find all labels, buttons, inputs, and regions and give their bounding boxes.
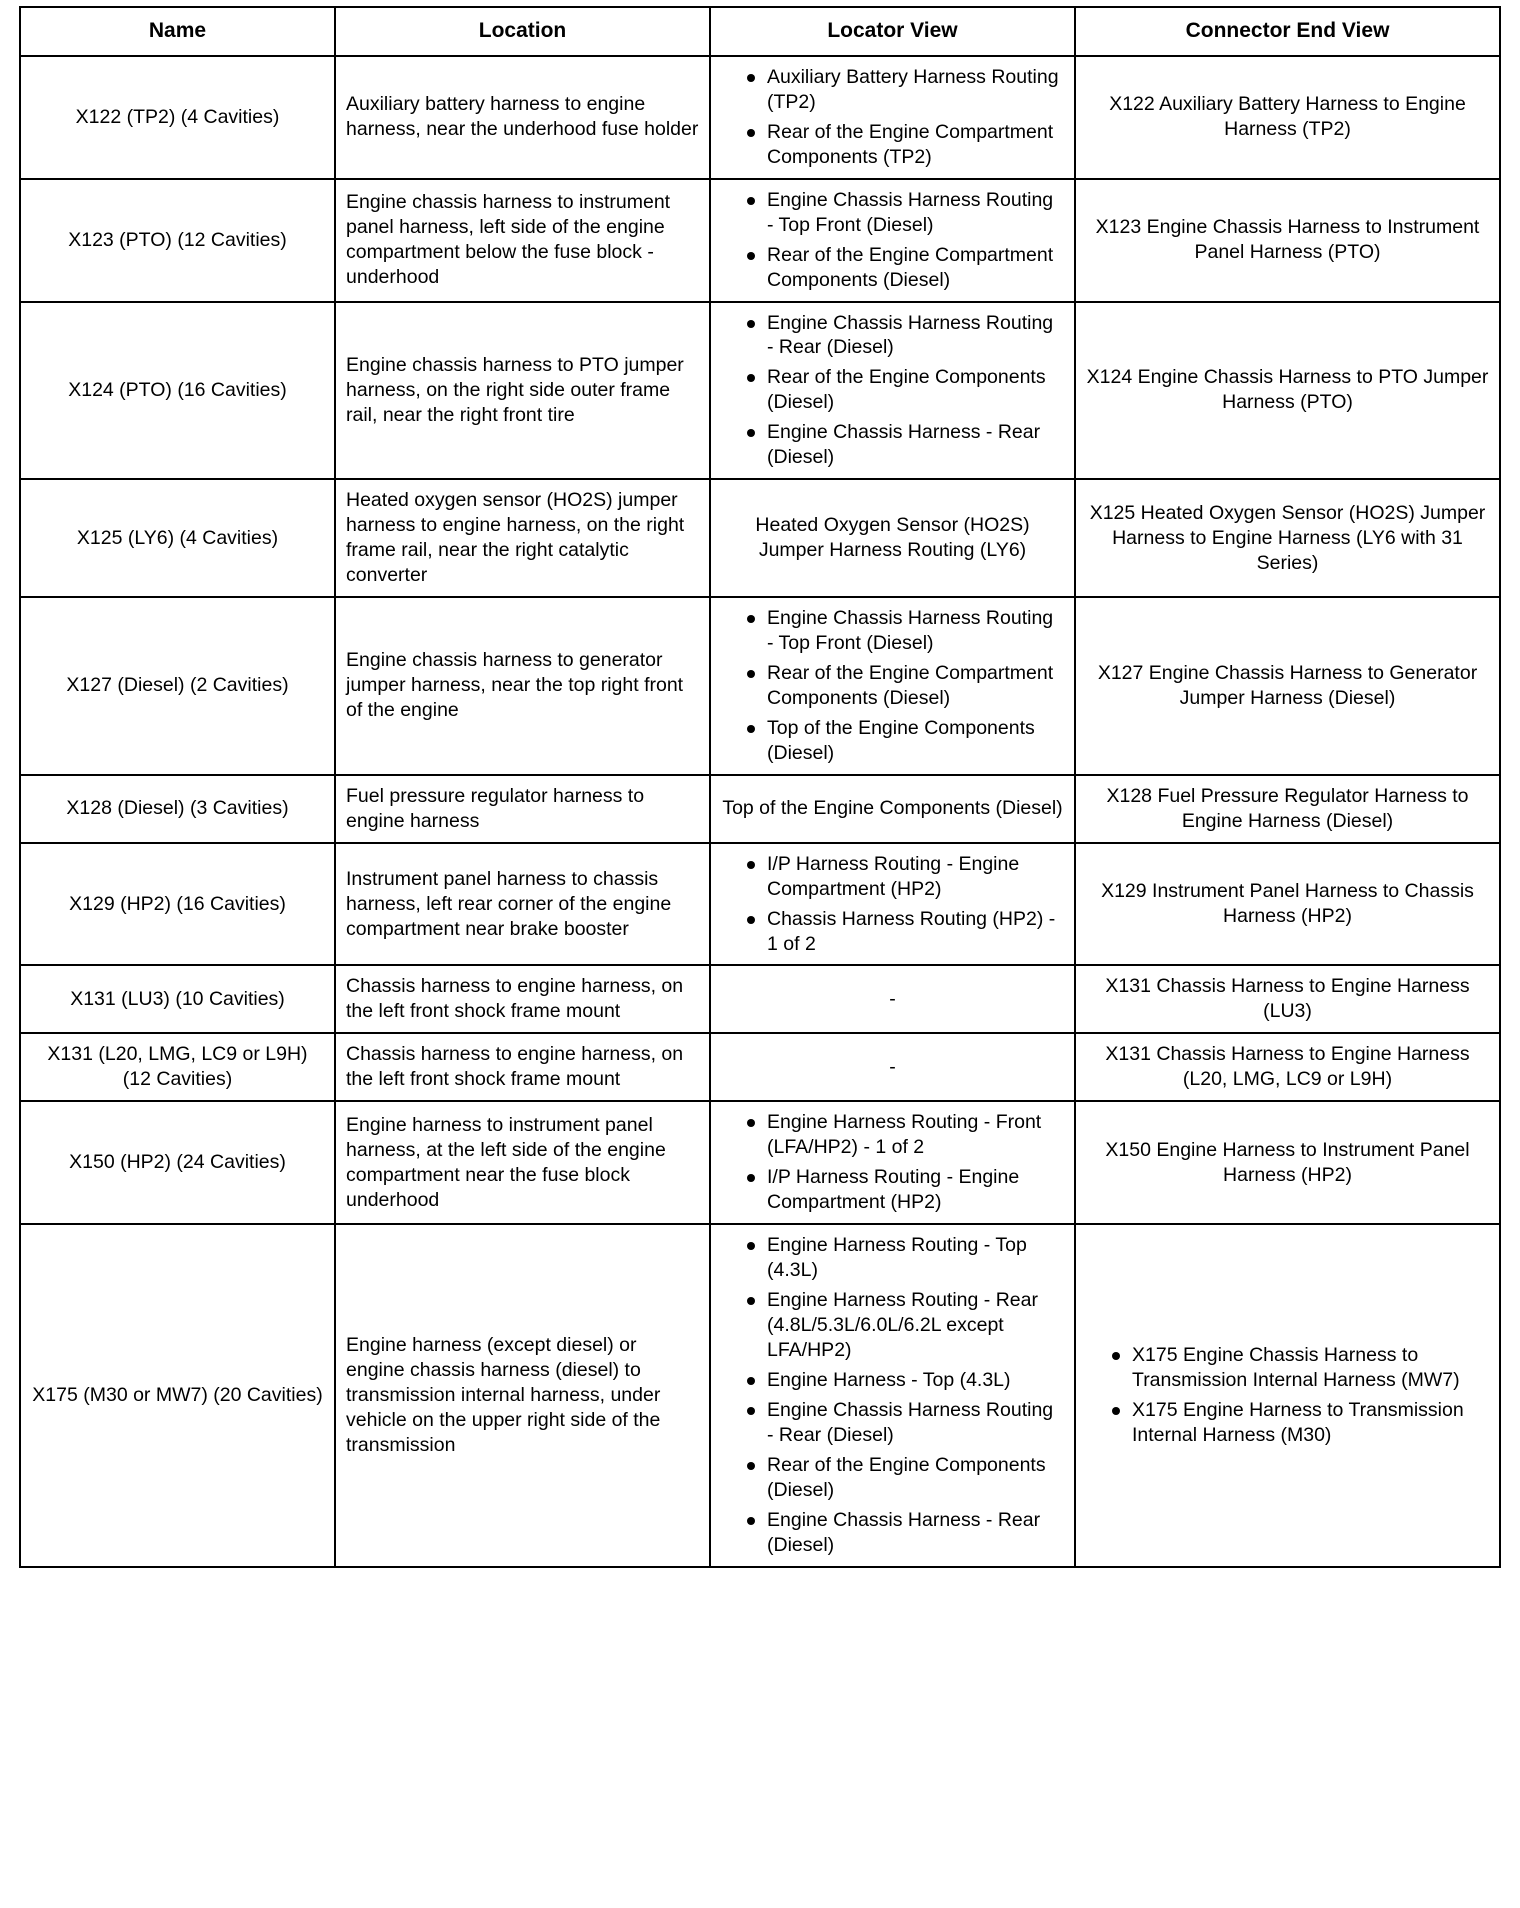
- column-header-location: Location: [335, 7, 710, 56]
- cell-name: X122 (TP2) (4 Cavities): [20, 56, 335, 179]
- column-header-connector-end-view: Connector End View: [1075, 7, 1500, 56]
- list-item: Engine Harness Routing - Top (4.3L): [747, 1233, 1064, 1283]
- table-row: [20, 1101, 1500, 1224]
- cell-name: X129 (HP2) (16 Cavities): [20, 843, 335, 966]
- table-row: [20, 302, 1500, 480]
- cell-connector-end-view: X127 Engine Chassis Harness to Generator Jumper Harness (Diesel): [1075, 597, 1500, 775]
- list-item: Engine Chassis Harness - Rear (Diesel): [747, 420, 1064, 470]
- cell-connector-end-view: X131 Chassis Harness to Engine Harness (L20, LMG, LC9 or L9H): [1075, 1033, 1500, 1101]
- list-item: Engine Harness - Top (4.3L): [747, 1368, 1064, 1393]
- list-item: Rear of the Engine Components (Diesel): [747, 365, 1064, 415]
- cell-name: X127 (Diesel) (2 Cavities): [20, 597, 335, 775]
- locator-view-list: [721, 606, 1064, 766]
- cell-locator-view: [710, 597, 1075, 775]
- list-item: Rear of the Engine Components (Diesel): [747, 1453, 1064, 1503]
- locator-view-list: [721, 65, 1064, 170]
- locator-view-list: [721, 311, 1064, 471]
- list-item: Engine Harness Routing - Front (LFA/HP2) - 1 of 2: [747, 1110, 1064, 1160]
- column-header-locator-view: Locator View: [710, 7, 1075, 56]
- list-item: Engine Chassis Harness Routing - Top Front (Diesel): [747, 606, 1064, 656]
- list-item: Engine Chassis Harness Routing - Top Front (Diesel): [747, 188, 1064, 238]
- list-item: I/P Harness Routing - Engine Compartment (HP2): [747, 1165, 1064, 1215]
- cell-name: X124 (PTO) (16 Cavities): [20, 302, 335, 480]
- table-row: [20, 965, 1500, 1033]
- table-row: [20, 479, 1500, 597]
- cell-location: Engine chassis harness to PTO jumper harness, on the right side outer frame rail, near the right front tire: [335, 302, 710, 480]
- connector-list-table: [19, 6, 1501, 1568]
- column-header-name: Name: [20, 7, 335, 56]
- list-item: Rear of the Engine Compartment Components (Diesel): [747, 661, 1064, 711]
- list-item: Auxiliary Battery Harness Routing (TP2): [747, 65, 1064, 115]
- table-header-row: [20, 7, 1500, 56]
- table-body: [20, 56, 1500, 1567]
- cell-connector-end-view: X129 Instrument Panel Harness to Chassis Harness (HP2): [1075, 843, 1500, 966]
- table-row: [20, 1033, 1500, 1101]
- cell-connector-end-view: X122 Auxiliary Battery Harness to Engine Harness (TP2): [1075, 56, 1500, 179]
- table-row: [20, 597, 1500, 775]
- cell-locator-view: Top of the Engine Components (Diesel): [710, 775, 1075, 843]
- table-row: [20, 775, 1500, 843]
- cell-locator-view: [710, 302, 1075, 480]
- cell-name: X123 (PTO) (12 Cavities): [20, 179, 335, 302]
- table-row: [20, 179, 1500, 302]
- list-item: Top of the Engine Components (Diesel): [747, 716, 1064, 766]
- table-row: [20, 1224, 1500, 1566]
- list-item: Engine Harness Routing - Rear (4.8L/5.3L/6.0L/6.2L except LFA/HP2): [747, 1288, 1064, 1363]
- list-item: Rear of the Engine Compartment Components (Diesel): [747, 243, 1064, 293]
- cell-location: Engine chassis harness to generator jumper harness, near the top right front of the engine: [335, 597, 710, 775]
- list-item: Chassis Harness Routing (HP2) - 1 of 2: [747, 907, 1064, 957]
- list-item: Rear of the Engine Compartment Components (TP2): [747, 120, 1064, 170]
- cell-location: Engine harness (except diesel) or engine chassis harness (diesel) to transmission internal harness, under vehicle on the upper right side of the transmission: [335, 1224, 710, 1566]
- table-header: [20, 7, 1500, 56]
- list-item: Engine Chassis Harness - Rear (Diesel): [747, 1508, 1064, 1558]
- cell-locator-view: Heated Oxygen Sensor (HO2S) Jumper Harness Routing (LY6): [710, 479, 1075, 597]
- cell-location: Engine harness to instrument panel harness, at the left side of the engine compartment near the fuse block underhood: [335, 1101, 710, 1224]
- cell-name: X175 (M30 or MW7) (20 Cavities): [20, 1224, 335, 1566]
- cell-connector-end-view: [1075, 1224, 1500, 1566]
- cell-connector-end-view: X123 Engine Chassis Harness to Instrument Panel Harness (PTO): [1075, 179, 1500, 302]
- cell-locator-view: [710, 56, 1075, 179]
- list-item: X175 Engine Harness to Transmission Internal Harness (M30): [1112, 1398, 1489, 1448]
- cell-location: Auxiliary battery harness to engine harness, near the underhood fuse holder: [335, 56, 710, 179]
- cell-name: X150 (HP2) (24 Cavities): [20, 1101, 335, 1224]
- cell-name: X125 (LY6) (4 Cavities): [20, 479, 335, 597]
- cell-locator-view: [710, 1101, 1075, 1224]
- cell-connector-end-view: X131 Chassis Harness to Engine Harness (LU3): [1075, 965, 1500, 1033]
- locator-view-list: [721, 188, 1064, 293]
- list-item: Engine Chassis Harness Routing - Rear (Diesel): [747, 311, 1064, 361]
- cell-name: X131 (L20, LMG, LC9 or L9H) (12 Cavities): [20, 1033, 335, 1101]
- connector-end-view-list: [1086, 1343, 1489, 1448]
- cell-locator-view: [710, 843, 1075, 966]
- cell-location: Chassis harness to engine harness, on the left front shock frame mount: [335, 1033, 710, 1101]
- cell-locator-view: [710, 179, 1075, 302]
- list-item: X175 Engine Chassis Harness to Transmission Internal Harness (MW7): [1112, 1343, 1489, 1393]
- cell-locator-view: [710, 1224, 1075, 1566]
- cell-connector-end-view: X125 Heated Oxygen Sensor (HO2S) Jumper Harness to Engine Harness (LY6 with 31 Series): [1075, 479, 1500, 597]
- cell-name: X128 (Diesel) (3 Cavities): [20, 775, 335, 843]
- cell-location: Heated oxygen sensor (HO2S) jumper harness to engine harness, on the right frame rail, near the right catalytic converter: [335, 479, 710, 597]
- locator-view-list: [721, 852, 1064, 957]
- locator-view-list: [721, 1233, 1064, 1557]
- cell-connector-end-view: X128 Fuel Pressure Regulator Harness to Engine Harness (Diesel): [1075, 775, 1500, 843]
- cell-location: Engine chassis harness to instrument panel harness, left side of the engine compartment below the fuse block - underhood: [335, 179, 710, 302]
- cell-location: Instrument panel harness to chassis harness, left rear corner of the engine compartment near brake booster: [335, 843, 710, 966]
- cell-location: Chassis harness to engine harness, on the left front shock frame mount: [335, 965, 710, 1033]
- cell-name: X131 (LU3) (10 Cavities): [20, 965, 335, 1033]
- table-row: [20, 843, 1500, 966]
- cell-location: Fuel pressure regulator harness to engine harness: [335, 775, 710, 843]
- cell-connector-end-view: X124 Engine Chassis Harness to PTO Jumper Harness (PTO): [1075, 302, 1500, 480]
- cell-locator-view: -: [710, 1033, 1075, 1101]
- list-item: Engine Chassis Harness Routing - Rear (Diesel): [747, 1398, 1064, 1448]
- locator-view-list: [721, 1110, 1064, 1215]
- table-row: [20, 56, 1500, 179]
- list-item: I/P Harness Routing - Engine Compartment (HP2): [747, 852, 1064, 902]
- cell-connector-end-view: X150 Engine Harness to Instrument Panel Harness (HP2): [1075, 1101, 1500, 1224]
- cell-locator-view: -: [710, 965, 1075, 1033]
